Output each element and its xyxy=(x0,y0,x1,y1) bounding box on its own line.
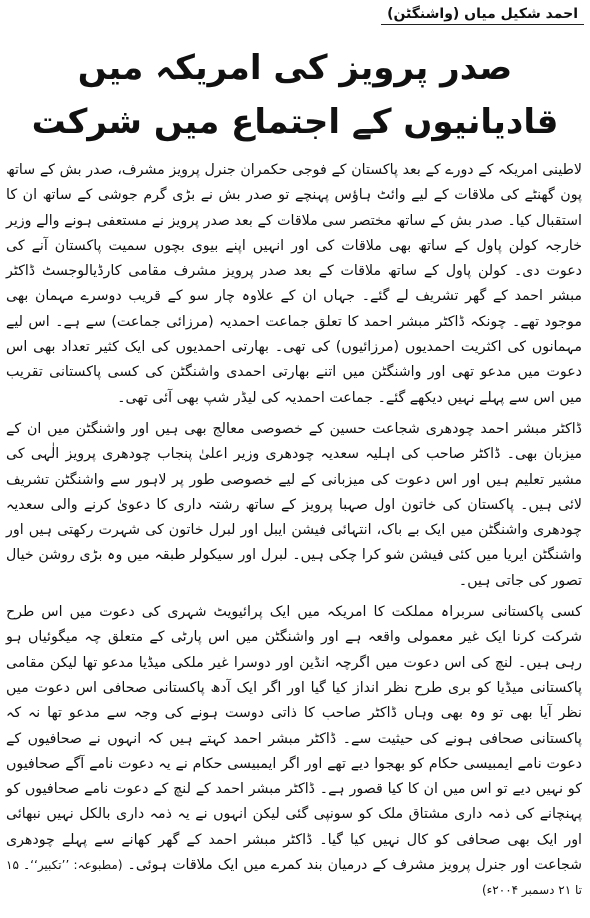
byline-box xyxy=(381,4,584,25)
paragraph-3 xyxy=(6,600,582,904)
byline: احمد شکیل میاں (واشنگٹن) xyxy=(381,4,584,25)
paragraph-2: ڈاکٹر مبشر احمد چودھری شجاعت حسین کے خصوصی معالج بھی ہیں اور واشنگٹن میں ان کے میزبان بھی۔ ڈاکٹر صاحب کی اہلیہ سعدیہ چودھری وزیر اعلیٰ پنجاب چودھری پرویز الٰہی کی مشیر تعلیم ہیں اور اس دعوت کی میزبانی کے لیے خصوصی طور پر لاہور سے واشنگٹن تشریف لائی ہیں۔ پاکستان کی خاتون اول صہبا پرویز کے ساتھ رشتہ داری کا دعویٰ کرنے والی سعدیہ چودھری واشنگٹن میں ایک بے باک، انتہائی فیشن ایبل اور لبرل خاتون کی شہرت رکھتی ہیں اور واشنگٹن ایریا میں کئی فیشن شو کرا چکی ہیں۔ لبرل اور سیکولر طبقہ میں وہ بڑی روشن خیال تصور کی جاتی ہیں۔ xyxy=(6,420,582,589)
article-body xyxy=(6,158,582,910)
paragraph-1: لاطینی امریکہ کے دورے کے بعد پاکستان کے فوجی حکمران جنرل پرویز مشرف، صدر بش کے ساتھ پون گھنٹے کی ملاقات کے لیے وائٹ ہاؤس پہنچے تو صدر بش نے بڑی گرم جوشی کے ساتھ ان کا استقبال کیا۔ صدر بش کے ساتھ مختصر سی ملاقات کے بعد صدر پرویز نے مستعفی ہونے والے وزیر خارجہ کولن پاول کے ساتھ بھی ملاقات کی اور انہیں اپنے بیوی بچوں سمیت پاکستان آنے کی دعوت دی۔ کولن پاول کے ساتھ ملاقات کے بعد صدر پرویز مشرف مقامی کارڈیالوجسٹ ڈاکٹر مبشر احمد کے گھر تشریف لے گئے۔ جہاں ان کے علاوہ چار سو کے قریب دوسرے مہمان بھی موجود تھے۔ چونکہ ڈاکٹر مبشر احمد کا تعلق جماعت احمدیہ (مرزائی جماعت) سے ہے۔ اس لیے مہمانوں کی اکثریت احمدیوں (مرزائیوں) کی تھی۔ بھارتی احمدیوں کی ایک کثیر تعداد بھی اس دعوت میں مدعو تھی اور واشنگٹن میں اتنے بھارتی احمدی واشنگٹن کی کسی پاکستانی تقریب میں اس سے پہلے نہیں دیکھے گئے۔ جماعت احمدیہ کی لیڈر شپ بھی آئی تھی۔ xyxy=(6,162,582,406)
source-note: (مطبوعہ: ’’تکبیر‘‘۔ ۱۵ تا ۲۱ دسمبر ۲۰۰۴ء) xyxy=(6,858,582,898)
headline-line-1: صدر پرویز کی امریکہ میں xyxy=(77,48,513,88)
headline-line-2: قادیانیوں کے اجتماع میں شرکت xyxy=(31,102,559,142)
paragraph-3-text: کسی پاکستانی سربراہ مملکت کا امریکہ میں ایک پرائیویٹ شہری کی دعوت میں اس طرح شرکت کرنا ایک غیر معمولی واقعہ ہے اور واشنگٹن میں اس پارٹی کے متعلق چہ میگوئیاں ہو رہی ہیں۔ لنچ کی اس دعوت میں اگرچہ انڈین اور دوسرا غیر ملکی میڈیا مدعو تھا لیکن مقامی پاکستانی میڈیا کو بری طرح نظر انداز کیا گیا اور اگر ایک آدھ پاکستانی صحافی اس دعوت میں نظر آیا بھی تو وہ بھی وہاں ڈاکٹر صاحب کا ذاتی دوست ہونے کی وجہ سے مدعو تھا نہ کہ پاکستانی صحافی ہونے کی حیثیت سے۔ ڈاکٹر مبشر احمد کہتے ہیں کہ انہوں نے صحافیوں کے دعوت نامے ایمبیسی حکام کو بھجوا دیے تھے اور اگر ایمبیسی حکام نے یہ دعوت نامے آگے صحافیوں کو نہیں دیے تو اس میں ان کا کیا قصور ہے۔ ڈاکٹر مبشر احمد کے لنچ کے دعوت نامے صحافیوں کو پہنچانے کی ذمہ داری مشتاق ملک کو سونپی گئی لیکن انہوں نے یہ ذمہ داری بالکل نہیں نبھائی اور ایک بھی صحافی کو کال نہیں کیا گیا۔ ڈاکٹر مبشر احمد کے گھر کھانے سے پہلے چودھری شجاعت اور جنرل پرویز مشرف کے درمیان بند کمرے میں ایک ملاقات ہوئی۔ xyxy=(6,604,582,874)
